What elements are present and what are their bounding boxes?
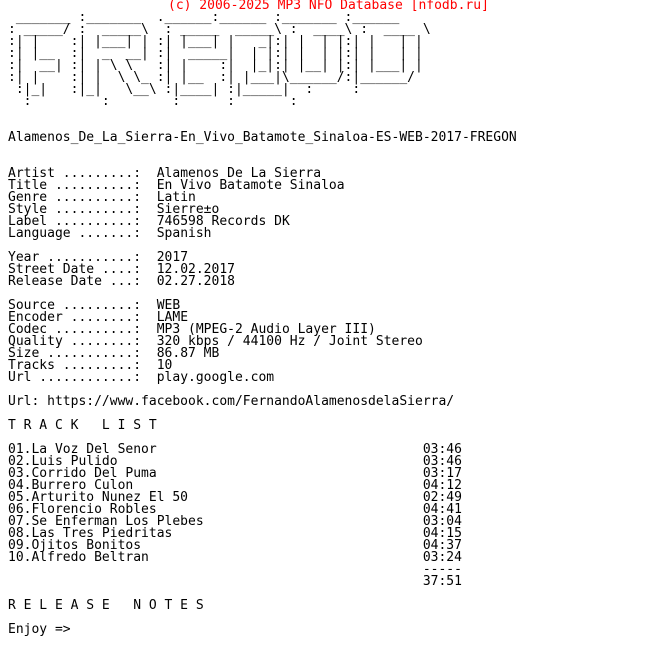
track-name: 09.Ojitos Bonitos: [8, 538, 142, 553]
track-time: 04:15: [422, 526, 462, 541]
title-value: En Vivo Batamote Sinaloa: [156, 178, 345, 193]
track-name: 02.Luis Pulido: [8, 454, 118, 469]
tracklist-heading: T R A C K L I S T: [8, 418, 157, 433]
source-value: WEB: [156, 298, 181, 313]
street-date-row: Street Date ....: 12.02.2017: [8, 262, 235, 277]
encoder-row: Encoder ........: LAME: [8, 310, 189, 325]
track-name: 05.Arturito Nunez El 50: [8, 490, 189, 505]
genre-row: Genre ..........: Latin: [8, 190, 196, 205]
source-row: Source .........: WEB: [8, 298, 181, 313]
nfo-document: [8, 0, 517, 636]
size-value: 86.87 MB: [156, 346, 220, 361]
total-divider: -----: [422, 562, 462, 577]
url-value: play.google.com: [156, 370, 275, 385]
label-value: 746598 Records DK: [156, 214, 290, 229]
release-name: Alamenos_De_La_Sierra-En_Vivo_Batamote_Sinaloa-ES-WEB-2017-FREGON: [8, 130, 517, 145]
logo-line: :| __| :| | \ \ :| | :| |_|:| |__| |:| |___| |: [8, 58, 423, 73]
street-date-value: 12.02.2017: [156, 262, 235, 277]
genre-value: Latin: [156, 190, 196, 205]
codec-row: Codec ..........: MP3 (MPEG-2 Audio Layer III): [8, 322, 376, 337]
style-row: Style ..........: Sierre±o: [8, 202, 220, 217]
codec-value: MP3 (MPEG-2 Audio Layer III): [156, 322, 376, 337]
year-value: 2017: [156, 250, 189, 265]
logo-line: :| | :| | \ \_ :| |__ :| |___|\______/:|______/: [8, 70, 415, 85]
logo-line: :| |__ :| _ __| :| _____| | |:| | | |:| | | |: [8, 46, 423, 61]
style-value: Sierre±o: [156, 202, 220, 217]
track-list: [8, 442, 462, 565]
track-time: 03:24: [422, 550, 462, 565]
track-name: 08.Las Tres Piedritas: [8, 526, 173, 541]
language-row: Language .......: Spanish: [8, 226, 212, 241]
track-time: 04:12: [422, 478, 462, 493]
track-name: 03.Corrido Del Puma: [8, 466, 157, 481]
release-date-value: 02.27.2018: [156, 274, 235, 289]
nfodb-credit: (c) 2006-2025 MP3 NFO Database [nfodb.ru]: [168, 0, 489, 13]
track-time: 03:04: [422, 514, 462, 529]
tracks-row: Tracks .........: 10: [8, 358, 173, 373]
language-value: Spanish: [156, 226, 212, 241]
track-time: 03:17: [422, 466, 462, 481]
track-name: 01.La Voz Del Senor: [8, 442, 157, 457]
track-name: 06.Florencio Robles: [8, 502, 157, 517]
release-notes-text: Enjoy =>: [8, 622, 71, 637]
total-time: 37:51: [422, 574, 462, 589]
facebook-url: Url: https://www.facebook.com/FernandoAlamenosdelaSierra/: [8, 394, 455, 409]
track-time: 03:46: [422, 442, 462, 457]
label-row: Label ..........: 746598 Records DK: [8, 214, 290, 229]
artist-row: Artist .........: Alamenos De La Sierra: [8, 166, 322, 181]
track-time: 04:41: [422, 502, 462, 517]
quality-row: Quality ........: 320 kbps / 44100 Hz / Joint Stereo: [8, 334, 423, 349]
encoder-value: LAME: [156, 310, 189, 325]
release-date-row: Release Date ...: 02.27.2018: [8, 274, 235, 289]
logo-line: _______ :_______ .______:______ :_______ :______: [8, 10, 400, 25]
logo-line: :| | :| |___| | :| |___| | _|:| | | |:| | | |: [8, 34, 423, 49]
logo-line: :|_| :|_| \__\ :|____| :|_____| : :: [8, 82, 361, 97]
artist-value: Alamenos De La Sierra: [156, 166, 322, 181]
ascii-logo: [8, 12, 517, 108]
logo-line: : _____/ : _____\ : _____ _____\ : ____\ : ____ \: [8, 22, 431, 37]
track-time: 03:46: [422, 454, 462, 469]
track-time: 04:37: [422, 538, 462, 553]
tracks-value: 10: [156, 358, 173, 373]
year-row: Year ...........: 2017: [8, 250, 189, 265]
track-name: 10.Alfredo Beltran: [8, 550, 149, 565]
release-notes-heading: R E L E A S E N O T E S: [8, 598, 204, 613]
track-name: 07.Se Enferman Los Plebes: [8, 514, 204, 529]
url-row: Url ............: play.google.com: [8, 370, 275, 385]
logo-line: : : : : :: [8, 94, 298, 109]
track-name: 04.Burrero Culon: [8, 478, 134, 493]
track-time: 02:49: [422, 490, 462, 505]
quality-value: 320 kbps / 44100 Hz / Joint Stereo: [156, 334, 423, 349]
title-row: Title ..........: En Vivo Batamote Sinaloa: [8, 178, 345, 193]
size-row: Size ...........: 86.87 MB: [8, 346, 220, 361]
